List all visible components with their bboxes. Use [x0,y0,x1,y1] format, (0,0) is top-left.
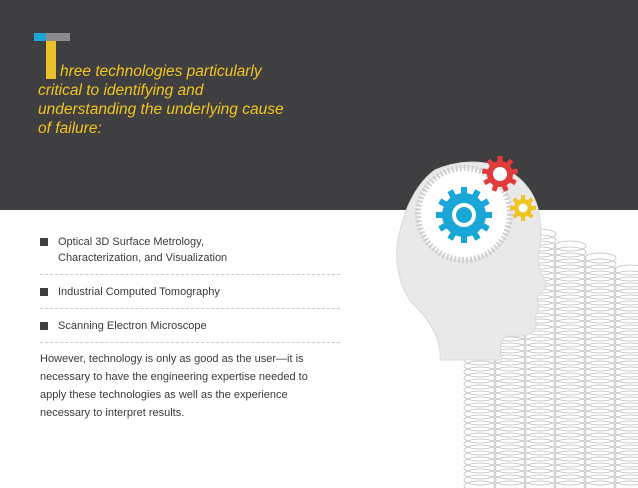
square-bullet-icon [40,322,48,330]
body-paragraph: However, technology is only as good as the user—it is necessary to have the engineering expertise needed to apply these technologies as well as the experience necessary to interpret results. [40,353,308,419]
headline-first-line: hree technologies particularly [60,63,262,80]
headline-rest: critical to identifying and understanding the underlying cause of failure: [38,82,284,137]
technology-list [40,234,340,352]
square-bullet-icon [40,288,48,296]
list-item: Scanning Electron Microscope [40,318,340,343]
head-gears-illustration [330,150,638,488]
list-item: Industrial Computed Tomography [40,284,340,309]
list-item: Optical 3D Surface Metrology, Characterization, and Visualization [40,234,340,275]
headline [38,62,298,138]
square-bullet-icon [40,238,48,246]
yellow-gear-icon [510,195,536,221]
